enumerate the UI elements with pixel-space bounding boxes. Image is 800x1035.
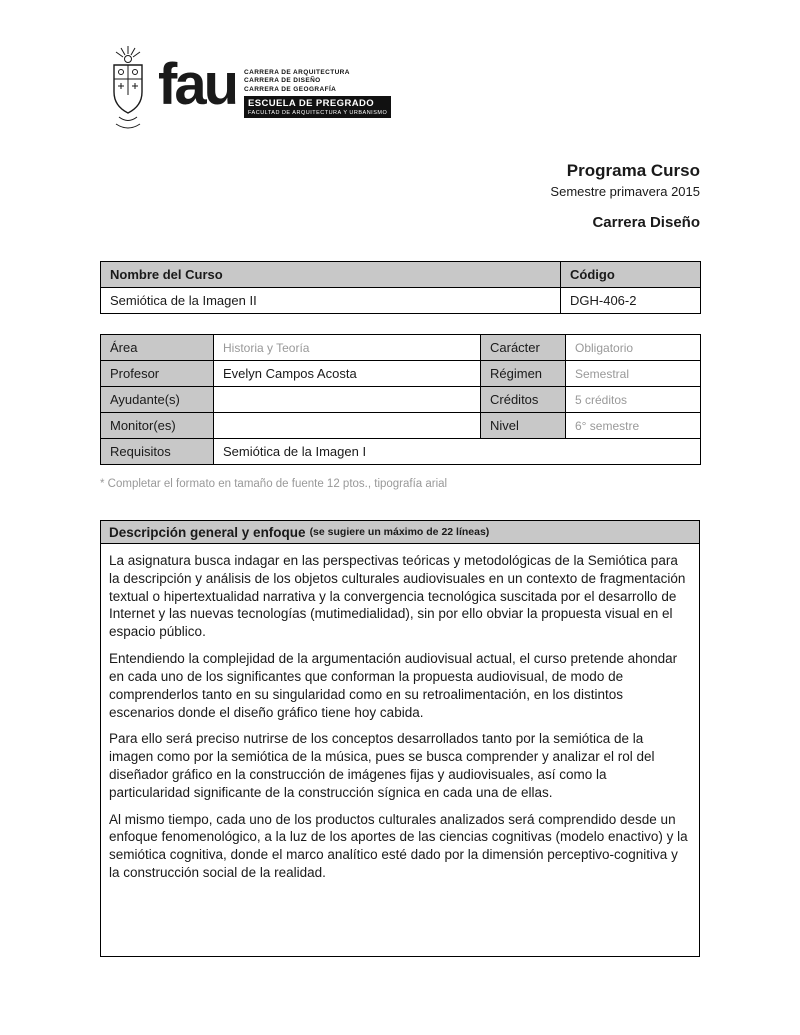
page-title: Programa Curso (566, 161, 700, 180)
table-row (101, 335, 701, 361)
table-row (101, 387, 701, 413)
logo-black-banner (244, 96, 391, 118)
cell-ayudante-value (214, 387, 481, 413)
cell-monitor-label: Monitor(es) (101, 413, 214, 439)
cell-nivel-value: 6° semestre (566, 413, 701, 439)
doc-header (100, 161, 700, 231)
cell-requisitos-value: Semiótica de la Imagen I (214, 439, 701, 465)
logo-career-line: CARRERA DE DISEÑO (244, 77, 321, 85)
course-code-header-cell: Código (561, 262, 701, 288)
cell-ayudante-label: Ayudante(s) (101, 387, 214, 413)
fau-wordmark: fau (158, 52, 236, 117)
description-paragraph: Entendiendo la complejidad de la argumentación audiovisual actual, el curso pretende ahondar en cada uno de los significantes que conforman la propuesta audiovisual, de modo de comprenderlos tanto en su singularidad como en su retroalimentación, en los distintos escenarios donde el diseño gráfico tiene hoy cabida. (109, 651, 678, 720)
logo-career-line: CARRERA DE GEOGRAFÍA (244, 85, 337, 93)
course-table-header-row (101, 262, 701, 288)
description-paragraph: Para ello será preciso nutrirse de los conceptos desarrollados tanto por la semiótica de la imagen como por la semiótica de la música, pues se busca comprender y analizar el rol del diseñador gráfico en la construcción de imágenes fijas y audiovisuales, así como la particularidad significante de la construcción sígnica en cada una de ellas. (109, 731, 655, 800)
cell-regimen-value: Semestral (566, 361, 701, 387)
cell-nivel-label: Nivel (481, 413, 566, 439)
logo-faculty-name: FACULTAD DE ARQUITECTURA Y URBANISMO (248, 110, 388, 117)
cell-monitor-value (214, 413, 481, 439)
info-table (100, 334, 701, 465)
cell-requisitos-label: Requisitos (101, 439, 214, 465)
description-paragraph: La asignatura busca indagar en las perspectivas teóricas y metodológicas de la Semiótica para la descripción y análisis de los objetos culturales audiovisuales en un contexto de fragmentación textual o hipertextualidad narrativa y la convergencia tecnológica suscitada por el desarrollo de Internet y las nuevas tecnologías (mutimedialidad), sin por ello obviar la propuesta visual en el espacio público. (109, 553, 686, 640)
course-table (100, 261, 701, 314)
cell-caracter-value: Obligatorio (566, 335, 701, 361)
cell-area-value: Historia y Teoría (214, 335, 481, 361)
document-content (100, 0, 700, 957)
format-note: * Completar el formato en tamaño de fuente 12 ptos., tipografía arial (100, 478, 448, 490)
cell-regimen-label: Régimen (481, 361, 566, 387)
career-title: Carrera Diseño (592, 214, 700, 231)
description-section (100, 520, 700, 957)
cell-creditos-label: Créditos (481, 387, 566, 413)
logo-text-stack (244, 69, 391, 118)
semester-subtitle: Semestre primavera 2015 (550, 184, 700, 199)
cell-profesor-label: Profesor (101, 361, 214, 387)
description-header (101, 521, 699, 544)
cell-caracter-label: Carácter (481, 335, 566, 361)
cell-creditos-value: 5 créditos (566, 387, 701, 413)
fau-logo (106, 45, 700, 135)
cell-profesor-value: Evelyn Campos Acosta (214, 361, 481, 387)
logo-school-name: ESCUELA DE PREGRADO (248, 98, 375, 110)
description-body (101, 544, 699, 956)
table-row (101, 413, 701, 439)
description-title: Descripción general y enfoque (109, 524, 306, 540)
course-table-value-row (101, 288, 701, 314)
description-paragraph: Al mismo tiempo, cada uno de los productos culturales analizados será comprendido desde un enfoque fenomenológico, a la luz de los aportes de las ciencias cognitivas (modelo enactivo) y la semiótica cognitiva, donde el marco analítico esté dado por la dimensión perceptivo-cognitiva y la construcción social de la realidad. (109, 811, 688, 880)
logo-career-line: CARRERA DE ARQUITECTURA (244, 69, 350, 76)
course-name-header-cell: Nombre del Curso (101, 262, 561, 288)
table-row (101, 439, 701, 465)
university-crest-icon (106, 45, 150, 133)
cell-area-label: Área (101, 335, 214, 361)
description-title-note: (se sugiere un máximo de 22 líneas) (309, 526, 490, 538)
course-code-cell: DGH-406-2 (561, 288, 701, 314)
course-name-cell: Semiótica de la Imagen II (101, 288, 561, 314)
table-row (101, 361, 701, 387)
